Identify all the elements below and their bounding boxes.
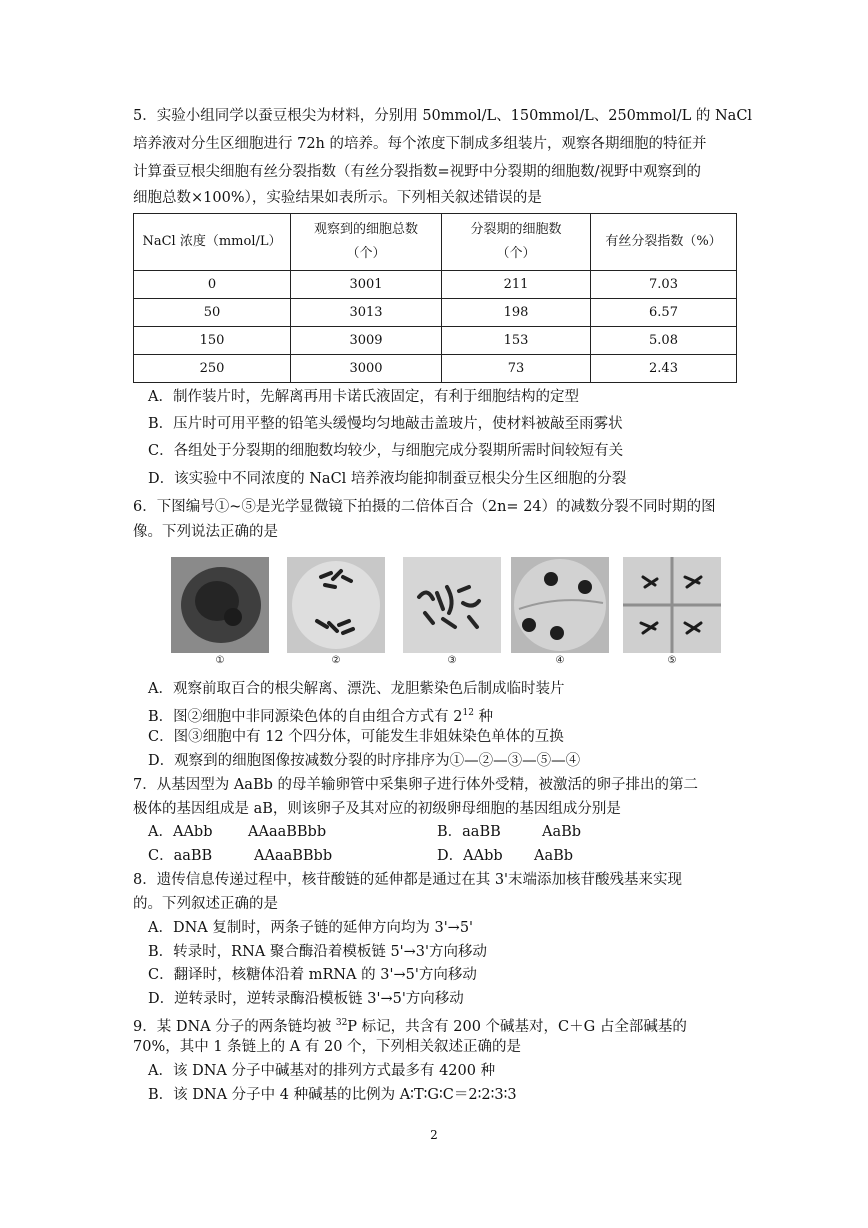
table-row: 0 3001 211 7.03 xyxy=(134,271,737,299)
q7-option-a: A．AAbb AAaaBBbb xyxy=(148,824,327,840)
caption-1: ① xyxy=(215,655,225,666)
q8-line-2: 的。下列叙述正确的是 xyxy=(133,896,278,912)
micrograph-1 xyxy=(171,557,269,653)
q8-option-b: B．转录时，RNA 聚合酶沿着模板链 5'→3'方向移动 xyxy=(148,944,488,960)
caption-5: ⑤ xyxy=(667,655,677,666)
q7-option-b: B．aaBB AaBb xyxy=(437,824,582,840)
q5-line-3: 计算蚕豆根尖细胞有丝分裂指数（有丝分裂指数=视野中分裂期的细胞数/视野中观察到的 xyxy=(133,164,702,180)
q5-option-c: C．各组处于分裂期的细胞数均较少，与细胞完成分裂期所需时间较短有关 xyxy=(148,443,624,459)
q5-line-4: 细胞总数×100%），实验结果如表所示。下列相关叙述错误的是 xyxy=(133,190,542,206)
table-row: 250 3000 73 2.43 xyxy=(134,355,737,383)
q5-line-1: 5．实验小组同学以蚕豆根尖为材料，分别用 50mmol/L、150mmol/L、250mmol/L 的 NaCl xyxy=(133,108,753,124)
q6-line-1: 6．下图编号①~⑤是光学显微镜下拍摄的二倍体百合（2n= 24）的减数分裂不同时期的图 xyxy=(133,499,716,515)
header-concentration: NaCl 浓度（mmol/L） xyxy=(134,214,291,271)
micrograph-strip xyxy=(171,557,721,667)
q6-option-d: D．观察到的细胞图像按减数分裂的时序排序为①—②—③—⑤—④ xyxy=(148,753,581,769)
q8-line-1: 8．遗传信息传递过程中，核苷酸链的延伸都是通过在其 3'末端添加核苷酸残基来实现 xyxy=(133,872,683,888)
q6-option-c: C．图③细胞中有 12 个四分体，可能发生非姐妹染色单体的互换 xyxy=(148,729,564,745)
micrograph-4 xyxy=(511,557,609,653)
q5-option-a: A．制作装片时，先解离再用卡诺氏液固定，有利于细胞结构的定型 xyxy=(148,389,579,405)
table-row: 150 3009 153 5.08 xyxy=(134,327,737,355)
q7-option-c: C．aaBB AAaaBBbb xyxy=(148,848,333,864)
q8-option-a: A．DNA 复制时，两条子链的延伸方向均为 3'→5' xyxy=(148,920,474,936)
q9-option-b: B．该 DNA 分子中 4 种碱基的比例为 A∶T∶G∶C＝2∶2∶3∶3 xyxy=(148,1087,517,1103)
q6-option-a: A．观察前取百合的根尖解离、漂洗、龙胆紫染色后制成临时装片 xyxy=(148,681,565,697)
micrograph-5 xyxy=(623,557,721,653)
q7-line-2: 极体的基因组成是 aB，则该卵子及其对应的初级卵母细胞的基因组成分别是 xyxy=(133,801,621,817)
page-number: 2 xyxy=(430,1128,438,1142)
micrograph-3 xyxy=(403,557,501,653)
q6-line-2: 像。下列说法正确的是 xyxy=(133,524,278,540)
q5-line-2: 培养液对分生区细胞进行 72h 的培养。每个浓度下制成多组装片，观察各期细胞的特征并 xyxy=(133,136,707,152)
header-mitotic-index: 有丝分裂指数（%） xyxy=(591,214,737,271)
micrograph-2 xyxy=(287,557,385,653)
caption-3: ③ xyxy=(447,655,457,666)
q5-option-d: D．该实验中不同浓度的 NaCl 培养液均能抑制蚕豆根尖分生区细胞的分裂 xyxy=(148,471,627,487)
table-row: 50 3013 198 6.57 xyxy=(134,299,737,327)
q7-line-1: 7．从基因型为 AaBb 的母羊输卵管中采集卵子进行体外受精，被激活的卵子排出的第二 xyxy=(133,777,698,793)
q5-option-b: B．压片时可用平整的铅笔头缓慢均匀地敲击盖玻片，使材料被敲至雨雾状 xyxy=(148,416,623,432)
q8-option-d: D．逆转录时，逆转录酶沿模板链 3'→5'方向移动 xyxy=(148,991,464,1007)
caption-2: ② xyxy=(331,655,341,666)
nacl-data-table xyxy=(133,213,737,383)
q9-line-2: 70%，其中 1 条链上的 A 有 20 个，下列相关叙述正确的是 xyxy=(133,1039,522,1055)
q7-option-d: D．AAbb AaBb xyxy=(437,848,574,864)
q8-option-c: C．翻译时，核糖体沿着 mRNA 的 3'→5'方向移动 xyxy=(148,967,477,983)
header-dividing-cells: 分裂期的细胞数 （个） xyxy=(442,214,591,271)
caption-4: ④ xyxy=(555,655,565,666)
table-header-row xyxy=(134,214,737,271)
q6-option-b: B．图②细胞中非同源染色体的自由组合方式有 $2^{12}$ 种 xyxy=(148,708,494,725)
header-total-cells: 观察到的细胞总数 （个） xyxy=(291,214,442,271)
q9-line-1: 9．某 DNA 分子的两条链均被 $^{32}$P 标记，共含有 200 个碱基对，C＋G 占全部碱基的 xyxy=(133,1018,687,1035)
q9-option-a: A．该 DNA 分子中碱基对的排列方式最多有 4200 种 xyxy=(148,1063,496,1079)
